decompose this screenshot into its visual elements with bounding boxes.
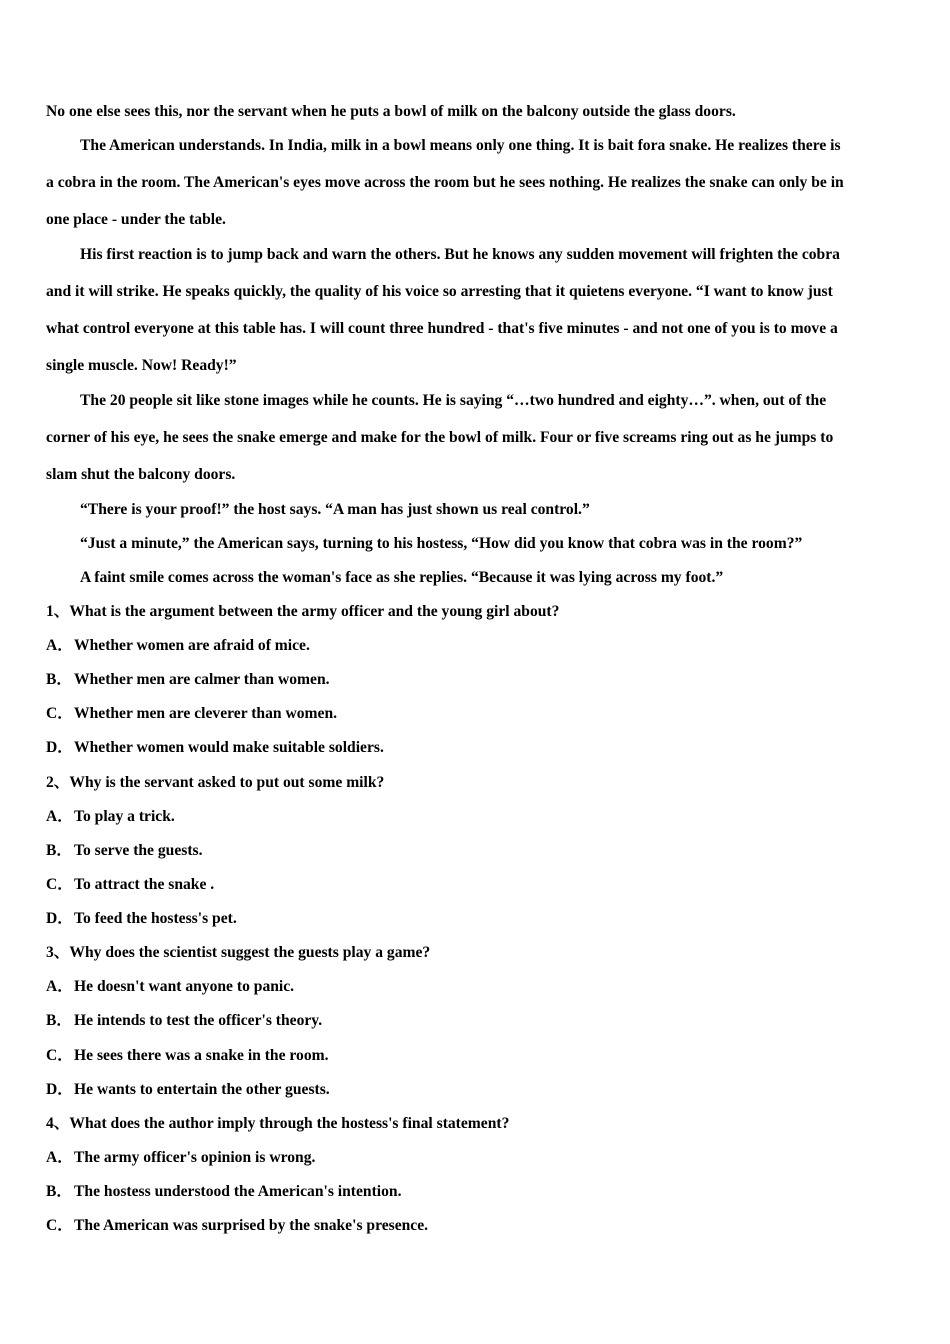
option-text: He doesn't want anyone to panic.: [74, 978, 295, 995]
option-letter: D．: [46, 1081, 73, 1098]
passage-line: what control everyone at this table has. I will count three hundred - that's five minutes - and not one of you is to move a: [46, 320, 838, 337]
option-letter: A．: [46, 1149, 73, 1166]
option-letter: B．: [46, 671, 72, 688]
option-letter: C．: [46, 1217, 73, 1234]
passage-line: a cobra in the room. The American's eyes move across the room but he sees nothing. He realizes the snake can only be in: [46, 174, 844, 191]
answer-option: [46, 738, 384, 758]
answer-option: [46, 1216, 428, 1236]
option-text: Whether men are cleverer than women.: [74, 705, 338, 722]
option-letter: A．: [46, 978, 73, 995]
passage-line: A faint smile comes across the woman's face as she replies. “Because it was lying across my foot.”: [80, 569, 724, 586]
option-letter: D．: [46, 739, 73, 756]
answer-option: [46, 1046, 329, 1066]
option-letter: A．: [46, 637, 73, 654]
passage-line: “There is your proof!” the host says. “A man has just shown us real control.”: [80, 501, 590, 518]
question-stem: 2、Why is the servant asked to put out some milk?: [46, 774, 385, 791]
option-text: To feed the hostess's pet.: [74, 910, 237, 927]
passage-line: slam shut the balcony doors.: [46, 466, 236, 483]
option-letter: A．: [46, 808, 73, 825]
option-text: To attract the snake .: [74, 876, 215, 893]
answer-option: [46, 1148, 315, 1168]
answer-option: [46, 1011, 322, 1031]
option-text: He wants to entertain the other guests.: [74, 1081, 330, 1098]
option-text: Whether men are calmer than women.: [74, 671, 330, 688]
answer-option: [46, 807, 175, 827]
option-letter: B．: [46, 1183, 72, 1200]
passage-line: His first reaction is to jump back and warn the others. But he knows any sudden movement will frighten the cobra: [80, 246, 840, 263]
option-text: The American was surprised by the snake's presence.: [74, 1217, 429, 1234]
answer-option: [46, 1182, 402, 1202]
option-text: The hostess understood the American's intention.: [74, 1183, 402, 1200]
option-letter: D．: [46, 910, 73, 927]
option-text: The army officer's opinion is wrong.: [74, 1149, 316, 1166]
answer-option: [46, 1080, 330, 1100]
option-text: Whether women are afraid of mice.: [74, 637, 310, 654]
option-letter: B．: [46, 842, 72, 859]
answer-option: [46, 704, 337, 724]
answer-option: [46, 909, 237, 929]
option-letter: C．: [46, 1047, 73, 1064]
passage-line: corner of his eye, he sees the snake emerge and make for the bowl of milk. Four or five screams ring out as he jumps to: [46, 429, 834, 446]
passage-line: one place - under the table.: [46, 211, 226, 228]
option-letter: C．: [46, 705, 73, 722]
answer-option: [46, 670, 330, 690]
passage-line: and it will strike. He speaks quickly, the quality of his voice so arresting that it quietens everyone. “I want to know just: [46, 283, 833, 300]
answer-option: [46, 636, 310, 656]
question-stem: 1、What is the argument between the army officer and the young girl about?: [46, 603, 560, 620]
answer-option: [46, 841, 203, 861]
option-text: He intends to test the officer's theory.: [74, 1012, 323, 1029]
question-stem: 4、What does the author imply through the hostess's final statement?: [46, 1115, 510, 1132]
option-text: He sees there was a snake in the room.: [74, 1047, 329, 1064]
option-letter: C．: [46, 876, 73, 893]
option-text: Whether women would make suitable soldiers.: [74, 739, 384, 756]
passage-line: No one else sees this, nor the servant when he puts a bowl of milk on the balcony outside the glass doors.: [46, 103, 736, 120]
passage-line: The 20 people sit like stone images while he counts. He is saying “…two hundred and eighty…”. when, out of the: [80, 392, 827, 409]
passage-line: single muscle. Now! Ready!”: [46, 357, 237, 374]
passage-line: The American understands. In India, milk in a bowl means only one thing. It is bait fora snake. He realizes there is: [80, 137, 841, 154]
answer-option: [46, 875, 214, 895]
option-letter: B．: [46, 1012, 72, 1029]
option-text: To play a trick.: [74, 808, 175, 825]
answer-option: [46, 977, 294, 997]
option-text: To serve the guests.: [74, 842, 203, 859]
passage-line: “Just a minute,” the American says, turning to his hostess, “How did you know that cobra was in the room?”: [80, 535, 803, 552]
question-stem: 3、Why does the scientist suggest the guests play a game?: [46, 944, 431, 961]
